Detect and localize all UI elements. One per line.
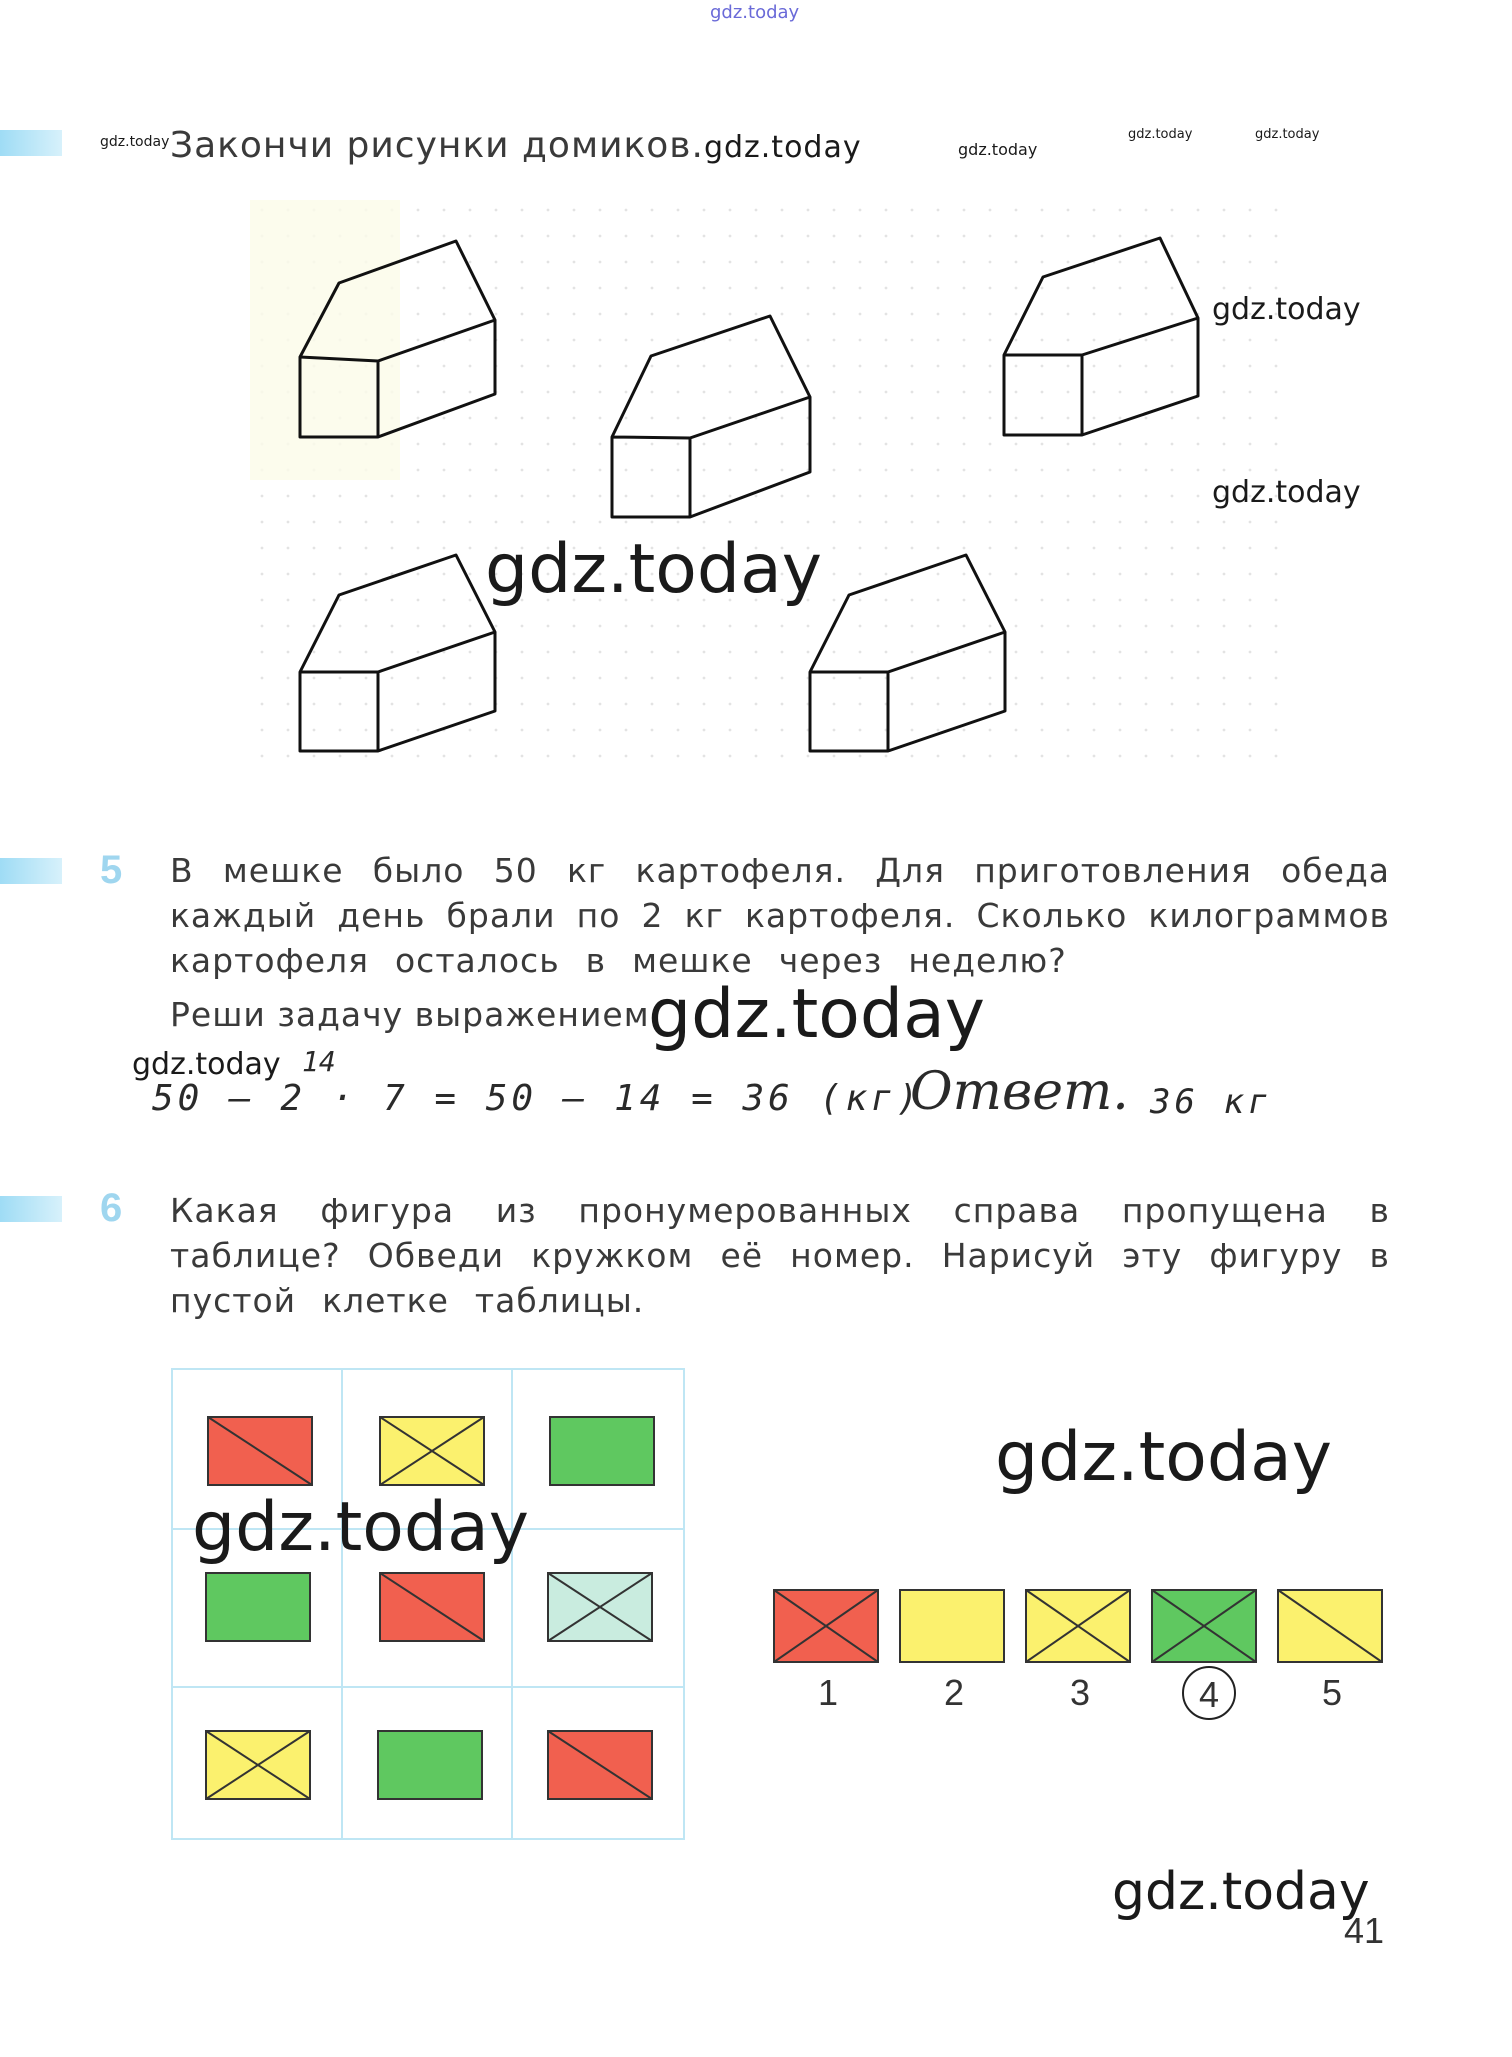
watermark: gdz.today <box>1212 475 1361 510</box>
handwritten-answer-value: 36 кг <box>1150 1082 1273 1122</box>
word: Сколько <box>976 896 1128 935</box>
watermark-small: gdz.today <box>100 134 170 150</box>
word: неделю? <box>908 941 1067 980</box>
cell-r1c2-yellow-cross <box>380 1417 484 1485</box>
word: картофеля <box>170 941 369 980</box>
task-5-prompt: Реши задачу выражением <box>170 995 650 1034</box>
option-4-green-cross <box>1152 1590 1256 1662</box>
word: было <box>372 851 465 890</box>
page-number: 41 <box>1344 1910 1385 1951</box>
word: Какая <box>170 1191 279 1230</box>
watermark-inline: gdz.today <box>703 130 862 165</box>
task-6-line-2 <box>170 1233 1390 1278</box>
task-6-marker <box>0 1196 62 1222</box>
option-label-2: 2 <box>944 1672 965 1713</box>
word: кг <box>684 896 724 935</box>
watermark-small: gdz.today <box>958 140 1038 159</box>
watermark-small: gdz.today <box>1255 127 1320 142</box>
word: килограммов <box>1148 896 1390 935</box>
watermark-large: gdz.today <box>1112 1862 1370 1922</box>
watermark: gdz.today <box>1212 292 1361 327</box>
cell-r2c2-red-diagonal <box>380 1573 484 1641</box>
word: номер. <box>790 1236 915 1275</box>
word: в <box>1369 1191 1390 1230</box>
word: клетке <box>322 1281 449 1320</box>
task-5-line-2 <box>170 893 1390 938</box>
cell-r3c2-green <box>378 1731 482 1799</box>
word: в <box>1369 1236 1390 1275</box>
word: таблицы. <box>474 1281 645 1320</box>
handwritten-expression: 50 – 2 · 7 = 50 – 14 = 36 (кг) <box>152 1078 923 1119</box>
word: фигуру <box>1209 1236 1343 1275</box>
word: приготовления <box>974 851 1252 890</box>
task-6-line-3 <box>170 1278 1390 1323</box>
task-6-line-1 <box>170 1188 1390 1233</box>
cell-r3c3-red-diagonal <box>548 1731 652 1799</box>
task-6-text <box>170 1188 1390 1323</box>
word: Нарисуй <box>941 1236 1096 1275</box>
cell-r2c3-light-cross <box>548 1573 652 1641</box>
word: через <box>778 941 883 980</box>
word: брали <box>446 896 556 935</box>
watermark-large: gdz.today <box>485 530 822 609</box>
option-3-yellow-cross <box>1026 1590 1130 1662</box>
word: 2 <box>641 896 664 935</box>
cell-r1c1-red-diagonal <box>208 1417 312 1485</box>
word: каждый <box>170 896 317 935</box>
word: эту <box>1122 1236 1183 1275</box>
watermark-large: gdz.today <box>192 1488 529 1567</box>
word: справа <box>953 1191 1081 1230</box>
task-6-number: 6 <box>100 1186 123 1230</box>
word: пустой <box>170 1281 297 1320</box>
watermark-top: gdz.today <box>710 2 800 23</box>
word: пропущена <box>1121 1191 1328 1230</box>
cell-r1c3-green <box>550 1417 654 1485</box>
watermark-large: gdz.today <box>995 1418 1332 1497</box>
option-label-5: 5 <box>1322 1672 1343 1713</box>
cell-r3c1-yellow-cross <box>206 1731 310 1799</box>
word: фигура <box>320 1191 455 1230</box>
word: пронумерованных <box>578 1191 912 1230</box>
word: осталось <box>394 941 560 980</box>
option-5-yellow-diagonal <box>1278 1590 1382 1662</box>
task-4-title-text: Закончи рисунки домиков. <box>170 125 704 166</box>
figure-table <box>160 1355 700 1855</box>
table-figures <box>206 1417 654 1799</box>
word: мешке <box>632 941 753 980</box>
word: таблице? <box>170 1236 341 1275</box>
word: её <box>720 1236 764 1275</box>
cell-r2c1-green <box>206 1573 310 1641</box>
watermark-small: gdz.today <box>1128 127 1193 142</box>
word: по <box>576 896 621 935</box>
houses-drawing <box>0 0 1512 800</box>
word: кружком <box>531 1236 694 1275</box>
word: в <box>585 941 607 980</box>
task-5-number: 5 <box>100 848 123 892</box>
word: Для <box>875 851 945 890</box>
word: обеда <box>1281 851 1390 890</box>
option-2-yellow <box>900 1590 1004 1662</box>
task-5-text <box>170 848 1390 983</box>
option-label-3: 3 <box>1070 1672 1091 1713</box>
word: 50 <box>493 851 538 890</box>
word: из <box>495 1191 537 1230</box>
task-5-marker <box>0 858 62 884</box>
option-label-4-circled: 4 <box>1182 1666 1236 1720</box>
handwritten-answer-word: Ответ. <box>910 1062 1129 1122</box>
option-label-1: 1 <box>818 1672 839 1713</box>
word: мешке <box>222 851 344 890</box>
word: картофеля. <box>744 896 956 935</box>
word: день <box>337 896 426 935</box>
word: Обведи <box>367 1236 505 1275</box>
word: картофеля. <box>635 851 846 890</box>
handwritten-small-14: 14 <box>302 1045 336 1078</box>
task-5-line-1 <box>170 848 1390 893</box>
word: В <box>170 851 194 890</box>
word: кг <box>566 851 607 890</box>
watermark-large: gdz.today <box>648 975 985 1054</box>
option-figures <box>770 1580 1390 1680</box>
watermark: gdz.today <box>132 1047 281 1082</box>
option-1-red-cross <box>774 1590 878 1662</box>
